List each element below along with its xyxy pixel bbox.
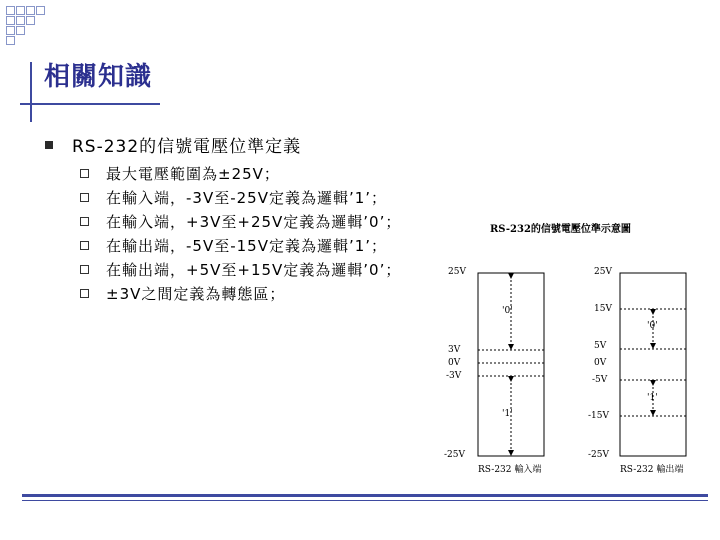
sub-bullet-item bbox=[76, 186, 401, 210]
sub-bullet-item bbox=[76, 210, 401, 234]
sub-bullet-text: 最大電壓範圍為±25V； bbox=[106, 165, 280, 183]
diagram-title: RS-232的信號電壓位準示意圖 bbox=[490, 224, 631, 235]
decor-square bbox=[6, 6, 15, 15]
output-level-label: 25V bbox=[594, 267, 612, 277]
output-level-label: -15V bbox=[588, 411, 609, 421]
checkbox-bullet-icon bbox=[80, 217, 89, 226]
output-range-box bbox=[620, 273, 686, 456]
output-level-label: -25V bbox=[588, 450, 609, 460]
footer-rule bbox=[22, 494, 708, 497]
sub-bullet-text: 在輸入端，+3V至+25V定義為邏輯’0’； bbox=[106, 213, 402, 231]
input-logic1-label: '1' bbox=[502, 409, 513, 419]
decor-square bbox=[16, 6, 25, 15]
input-caption: RS-232 輸入端 bbox=[478, 465, 542, 475]
sub-bullet-text: 在輸出端，+5V至+15V定義為邏輯’0’； bbox=[106, 261, 402, 279]
output-caption: RS-232 輸出端 bbox=[620, 465, 684, 475]
input-level-label: -25V bbox=[444, 450, 465, 460]
sub-bullet-item bbox=[76, 234, 401, 258]
output-logic1-label: '1' bbox=[647, 393, 658, 403]
input-logic0-label: '0' bbox=[502, 306, 513, 316]
sub-bullet-item bbox=[76, 282, 401, 306]
checkbox-bullet-icon bbox=[80, 193, 89, 202]
input-level-label: 0V bbox=[448, 358, 461, 368]
decor-square bbox=[16, 16, 25, 25]
slide-title: 相關知識 bbox=[44, 62, 153, 92]
decor-square bbox=[6, 36, 15, 45]
checkbox-bullet-icon bbox=[80, 241, 89, 250]
sub-bullet-text: 在輸出端，-5V至-15V定義為邏輯’1’； bbox=[106, 237, 388, 255]
checkbox-bullet-icon bbox=[80, 289, 89, 298]
sub-bullet-text: ±3V之間定義為轉態區； bbox=[106, 285, 286, 303]
output-logic0-label: '0' bbox=[647, 321, 658, 331]
decor-square bbox=[16, 26, 25, 35]
main-bullet-text: RS-232的信號電壓位準定義 bbox=[72, 137, 302, 157]
output-level-label: -5V bbox=[592, 375, 608, 385]
sub-bullet-item bbox=[76, 258, 401, 282]
sub-bullet-item bbox=[76, 162, 401, 186]
output-level-label: 5V bbox=[594, 341, 607, 351]
sub-bullet-text: 在輸入端，-3V至-25V定義為邏輯’1’； bbox=[106, 189, 388, 207]
voltage-level-diagram bbox=[440, 210, 720, 490]
decor-square bbox=[26, 6, 35, 15]
output-level-label: 0V bbox=[594, 358, 607, 368]
sub-bullet-list bbox=[76, 162, 401, 306]
decor-square bbox=[36, 6, 45, 15]
bullet-square-icon bbox=[45, 141, 53, 149]
checkbox-bullet-icon bbox=[80, 169, 89, 178]
footer-rule-thin bbox=[22, 500, 708, 501]
output-level-label: 15V bbox=[594, 304, 612, 314]
decor-square bbox=[26, 16, 35, 25]
decor-square bbox=[6, 16, 15, 25]
input-level-label: 3V bbox=[448, 345, 461, 355]
voltage-diagram-svg bbox=[440, 210, 720, 490]
input-level-label: 25V bbox=[448, 267, 466, 277]
decor-square bbox=[6, 26, 15, 35]
title-vertical-rule bbox=[30, 62, 32, 122]
checkbox-bullet-icon bbox=[80, 265, 89, 274]
title-horizontal-rule bbox=[20, 103, 160, 105]
input-level-label: -3V bbox=[446, 371, 462, 381]
